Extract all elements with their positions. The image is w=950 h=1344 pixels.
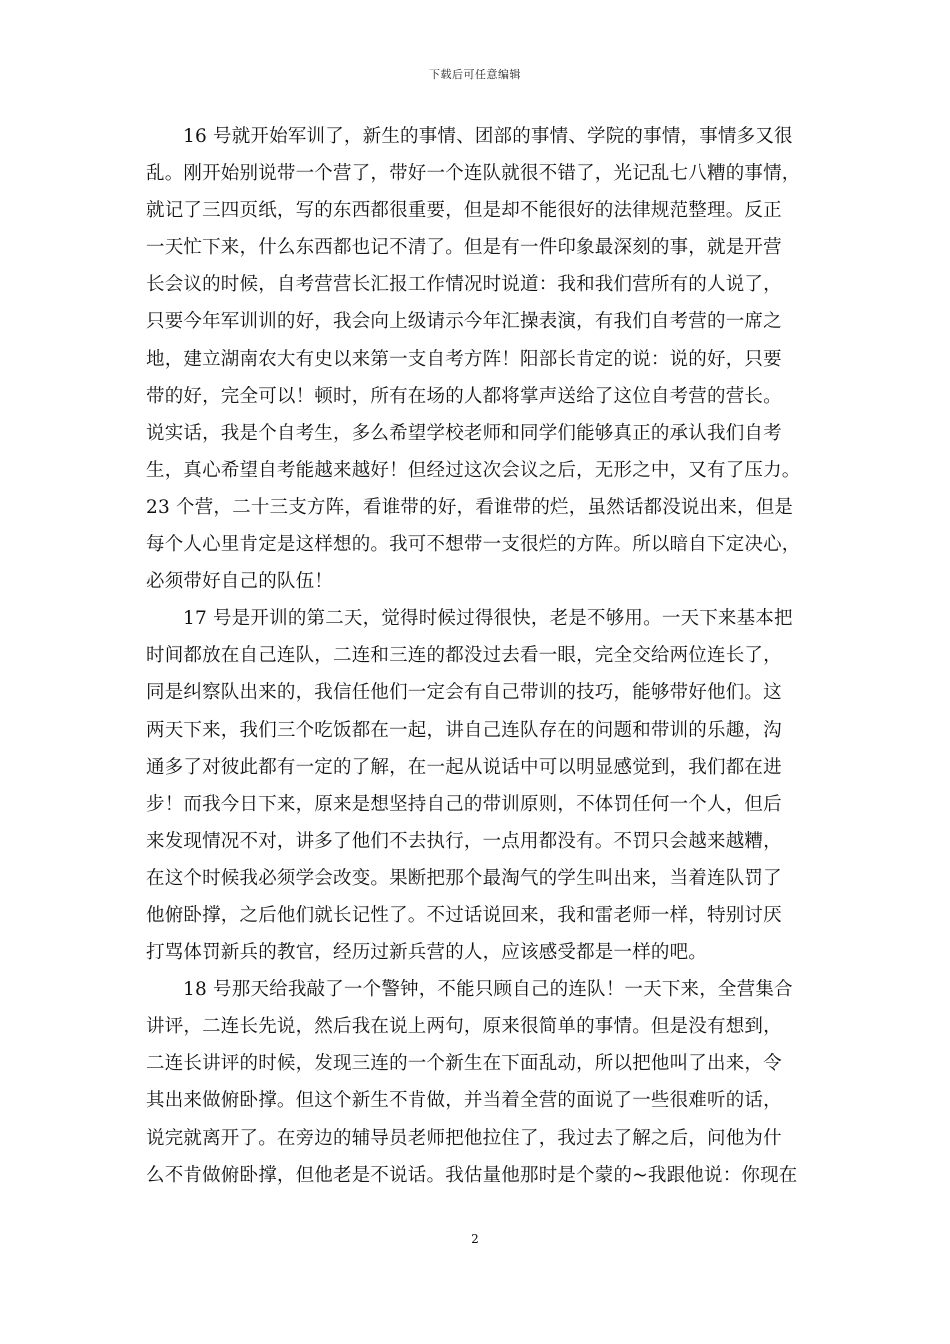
text-line: 打骂体罚新兵的教官，经历过新兵营的人，应该感受都是一样的吧。 (146, 942, 708, 964)
text-line: 带的好，完全可以！顿时，所有在场的人都将掌声送给了这位自考营的营长。 (146, 385, 782, 407)
text-line: 23 个营，二十三支方阵，看谁带的好，看谁带的烂，虽然话都没说出来，但是 (146, 496, 794, 518)
text-line: 生，真心希望自考能越来越好！但经过这次会议之后，无形之中，又有了压力。 (146, 459, 801, 481)
text-line: 讲评，二连长先说，然后我在说上两句，原来很简单的事情。但是没有想到， (146, 1016, 782, 1038)
paragraph-3 (146, 971, 814, 1194)
text-line: 其出来做俯卧撑。但这个新生不肯做，并当着全营的面说了一些很难听的话， (146, 1090, 782, 1112)
text-line: 来发现情况不对，讲多了他们不去执行，一点用都没有。不罚只会越来越糟， (146, 830, 782, 852)
page-header: 下载后可任意编辑 (429, 68, 521, 81)
text-line: 步！而我今日下来，原来是想坚持自己的带训原则，不体罚任何一个人，但后 (146, 793, 782, 815)
text-line: 地，建立湖南农大有史以来第一支自考方阵！阳部长肯定的说：说的好，只要 (146, 348, 782, 370)
text-line: 二连长讲评的时候，发现三连的一个新生在下面乱动，所以把他叫了出来，令 (146, 1053, 782, 1075)
text-line: 同是纠察队出来的，我信任他们一定会有自己带训的技巧，能够带好他们。这 (146, 682, 782, 704)
text-line: 只要今年军训训的好，我会向上级请示今年汇操表演，有我们自考营的一席之 (146, 311, 782, 333)
text-line: 每个人心里肯定是这样想的。我可不想带一支很烂的方阵。所以暗自下定决心， (146, 534, 801, 556)
text-line: 乱。刚开始别说带一个营了，带好一个连队就很不错了，光记乱七八糟的事情， (146, 163, 801, 185)
text-line: 在这个时候我必须学会改变。果断把那个最淘气的学生叫出来，当着连队罚了 (146, 867, 782, 889)
text-line: 他俯卧撑，之后他们就长记性了。不过话说回来，我和雷老师一样，特别讨厌 (146, 904, 782, 926)
text-line: 说完就离开了。在旁边的辅导员老师把他拉住了，我过去了解之后，问他为什 (146, 1127, 782, 1149)
text-line: 两天下来，我们三个吃饭都在一起，讲自己连队存在的问题和带训的乐趣，沟 (146, 719, 782, 741)
text-line: 时间都放在自己连队，二连和三连的都没过去看一眼，完全交给两位连长了， (146, 645, 782, 667)
text-line: 17 号是开训的第二天，觉得时候过得很快，老是不够用。一天下来基本把 (183, 608, 793, 630)
text-line: 一天忙下来，什么东西都也记不清了。但是有一件印象最深刻的事，就是开营 (146, 237, 782, 259)
text-line: 说实话，我是个自考生，多么希望学校老师和同学们能够真正的承认我们自考 (146, 422, 782, 444)
text-line: 就记了三四页纸，写的东西都很重要，但是却不能很好的法律规范整理。反正 (146, 200, 782, 222)
text-line: 么不肯做俯卧撑，但他老是不说话。我估量他那时是个蒙的~我跟他说：你现在 (146, 1164, 798, 1186)
text-line: 18 号那天给我敲了一个警钟，不能只顾自己的连队！一天下来，全营集合 (183, 979, 793, 1001)
document-body (146, 118, 814, 1194)
text-line: 通多了对彼此都有一定的了解，在一起从说话中可以明显感觉到，我们都在进 (146, 756, 782, 778)
text-line: 必须带好自己的队伍！ (146, 571, 334, 593)
page-number: 2 (471, 1232, 479, 1246)
paragraph-2 (146, 600, 814, 971)
text-line: 长会议的时候，自考营营长汇报工作情况时说道：我和我们营所有的人说了， (146, 274, 782, 296)
text-line: 16 号就开始军训了，新生的事情、团部的事情、学院的事情，事情多又很 (183, 126, 793, 147)
paragraph-1 (146, 118, 814, 600)
